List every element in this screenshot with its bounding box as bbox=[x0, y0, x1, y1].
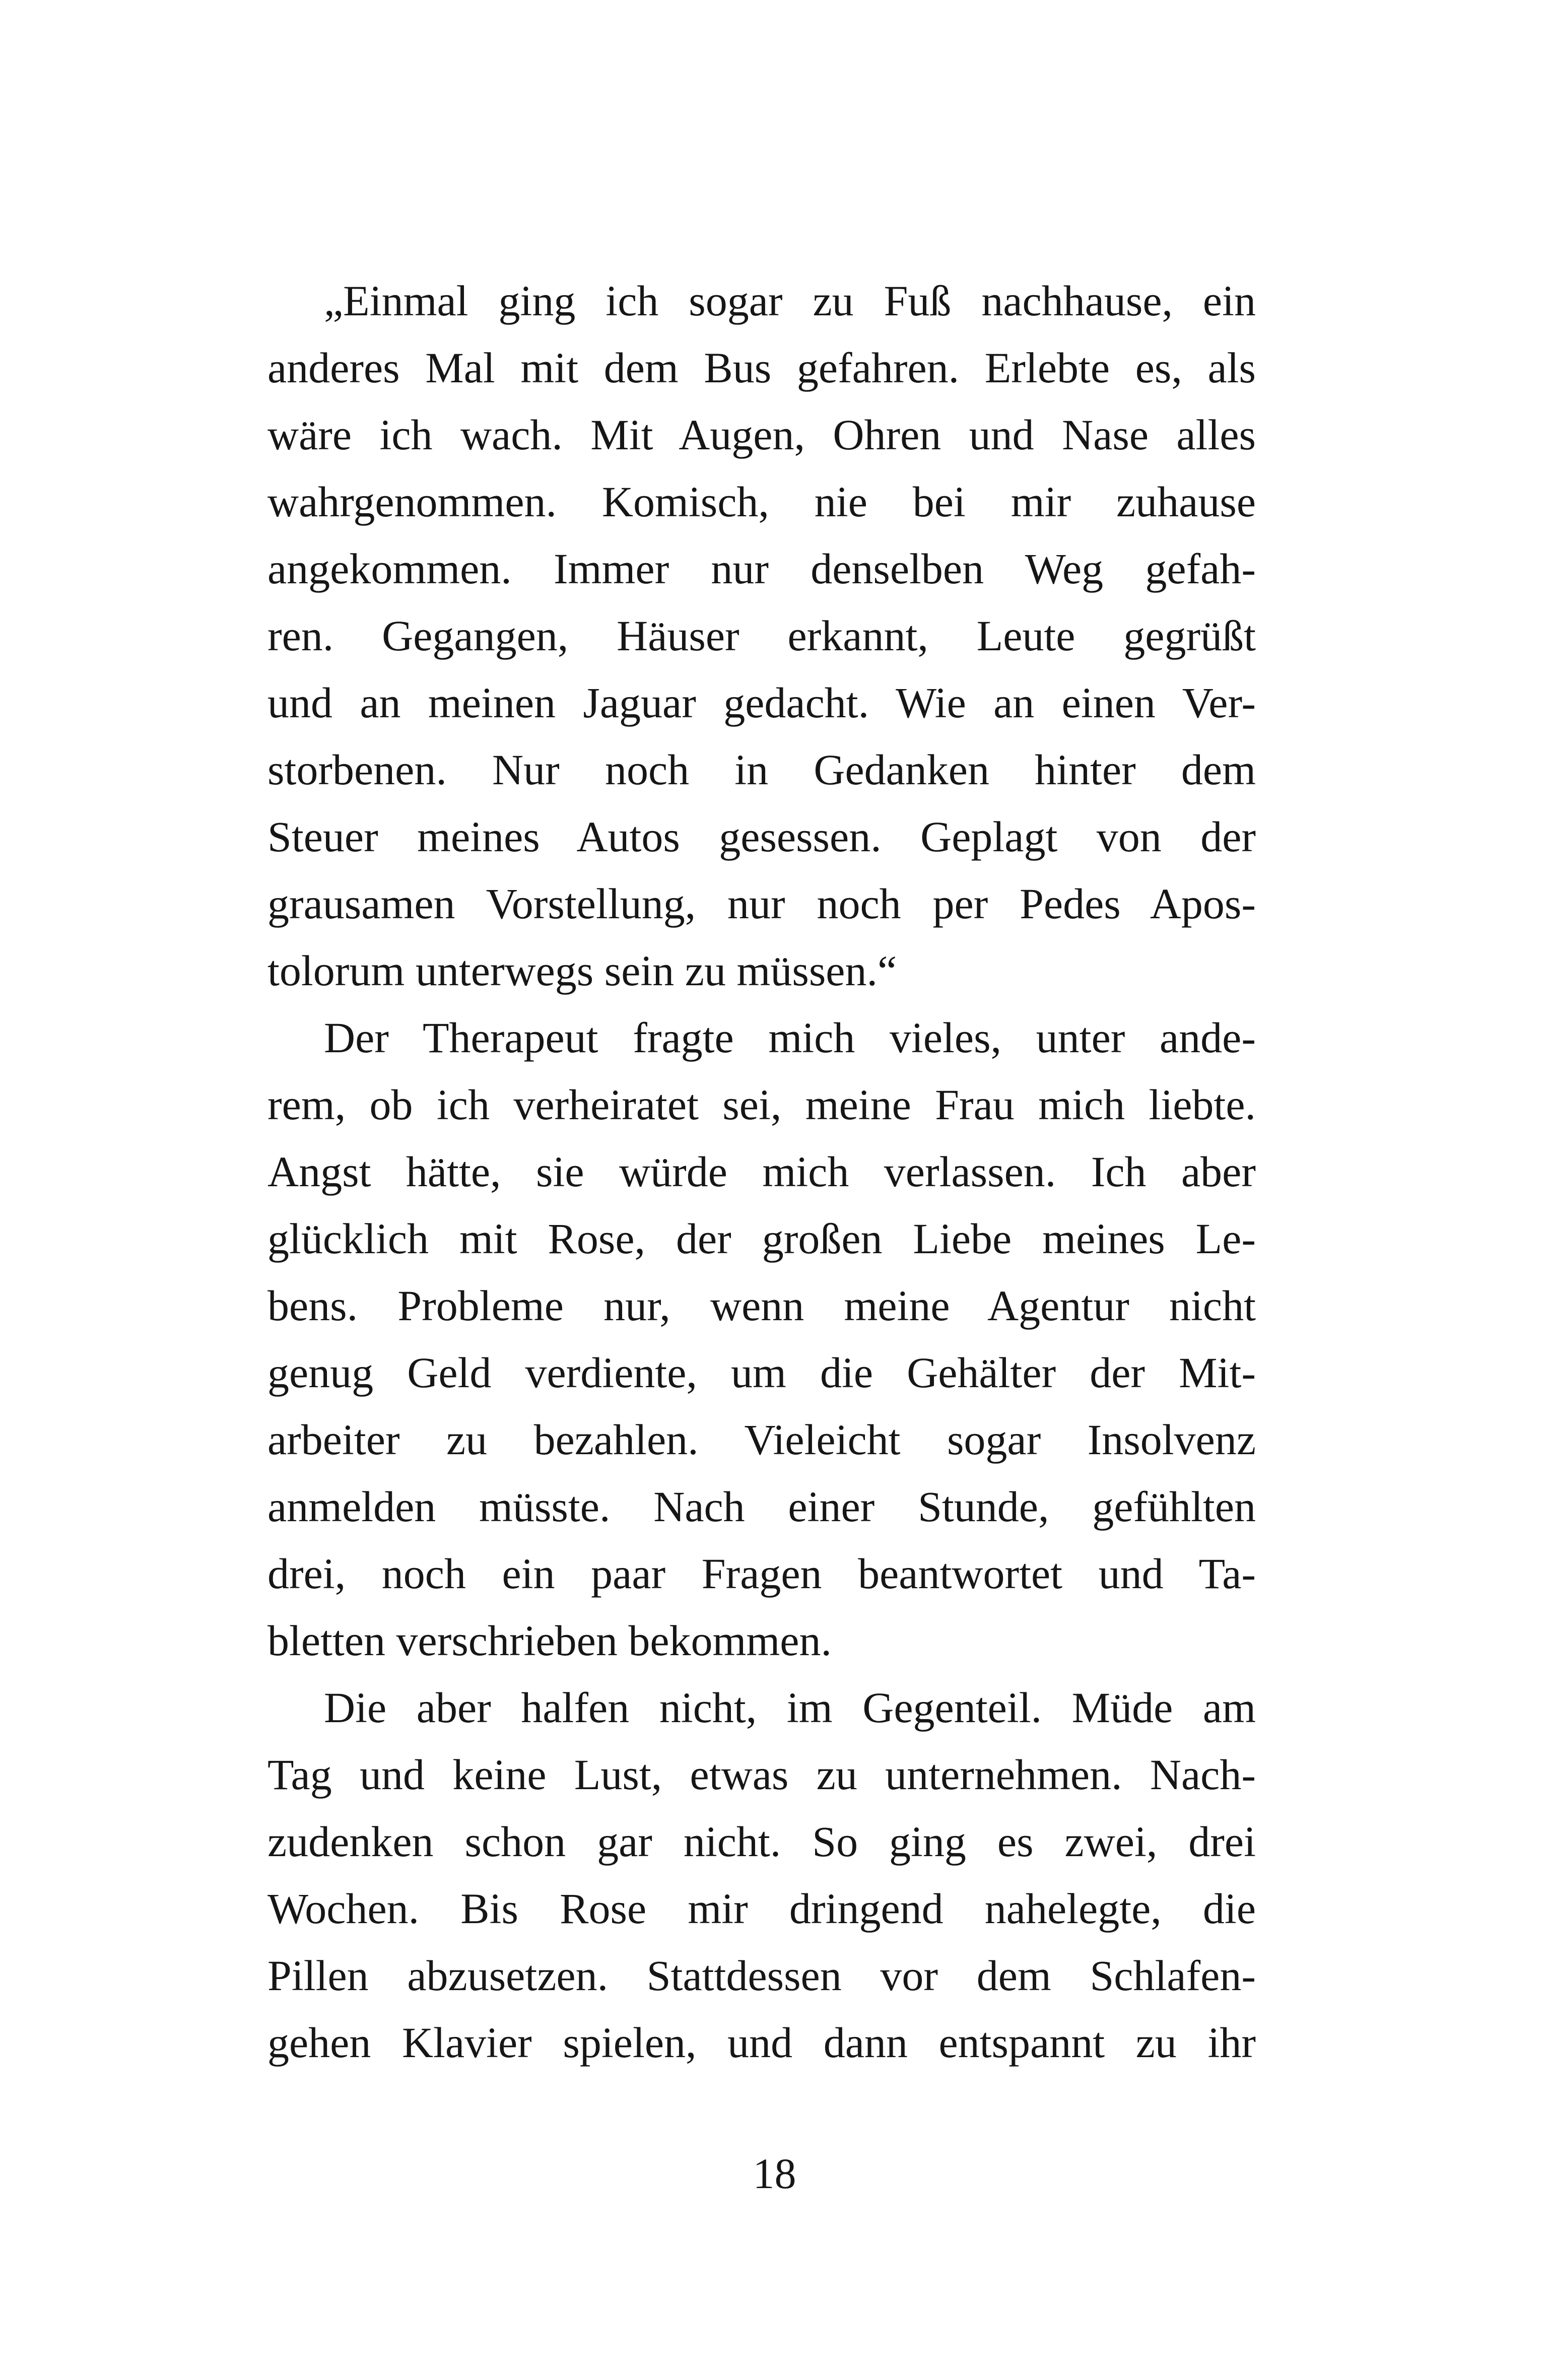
text-line: Steuer meines Autos gesessen. Geplagt von der bbox=[267, 812, 1256, 861]
text-line: arbeiter zu bezahlen. Vieleicht sogar Insolvenz bbox=[267, 1415, 1256, 1464]
text-line: tolorum unterwegs sein zu müssen.“ bbox=[267, 946, 897, 995]
paragraph bbox=[267, 1004, 1256, 1674]
text-line: Tag und keine Lust, etwas zu unternehmen. Nach- bbox=[267, 1750, 1256, 1799]
text-line: und an meinen Jaguar gedacht. Wie an einen Ver- bbox=[267, 678, 1256, 727]
text-line: gehen Klavier spielen, und dann entspannt zu ihr bbox=[267, 2018, 1256, 2067]
text-line: Angst hätte, sie würde mich verlassen. Ich aber bbox=[267, 1147, 1256, 1196]
text-line: wahrgenommen. Komisch, nie bei mir zuhause bbox=[267, 478, 1256, 526]
text-line: wäre ich wach. Mit Augen, Ohren und Nase alles bbox=[267, 411, 1256, 459]
text-line: drei, noch ein paar Fragen beantwortet und Ta- bbox=[267, 1549, 1256, 1598]
text-line: glücklich mit Rose, der großen Liebe meines Le- bbox=[267, 1214, 1256, 1263]
page-number: 18 bbox=[753, 2149, 796, 2198]
paragraph bbox=[267, 1674, 1256, 2076]
text-line: rem, ob ich verheiratet sei, meine Frau mich liebte. bbox=[267, 1080, 1256, 1129]
text-line: bletten verschrieben bekommen. bbox=[267, 1616, 832, 1665]
text-line: „Einmal ging ich sogar zu Fuß nachhause, ein bbox=[324, 277, 1256, 325]
text-line: grausamen Vorstellung, nur noch per Pedes Apos- bbox=[267, 879, 1256, 928]
body-text bbox=[267, 267, 1256, 2076]
text-line: bens. Probleme nur, wenn meine Agentur nicht bbox=[267, 1281, 1256, 1330]
text-line: Der Therapeut fragte mich vieles, unter ande- bbox=[324, 1013, 1256, 1062]
text-line: angekommen. Immer nur denselben Weg gefah- bbox=[267, 545, 1256, 593]
text-line: zudenken schon gar nicht. So ging es zwei, drei bbox=[267, 1817, 1256, 1866]
text-line: ren. Gegangen, Häuser erkannt, Leute gegrüßt bbox=[267, 611, 1256, 660]
text-line: storbenen. Nur noch in Gedanken hinter dem bbox=[267, 745, 1256, 794]
text-line: anmelden müsste. Nach einer Stunde, gefühlten bbox=[267, 1482, 1256, 1531]
text-line: genug Geld verdiente, um die Gehälter der Mit- bbox=[267, 1348, 1256, 1397]
paragraph bbox=[267, 267, 1256, 1004]
text-line: Pillen abzusetzen. Stattdessen vor dem Schlafen- bbox=[267, 1951, 1256, 2000]
text-line: Wochen. Bis Rose mir dringend nahelegte, die bbox=[267, 1884, 1256, 1933]
text-line: Die aber halfen nicht, im Gegenteil. Müde am bbox=[324, 1683, 1256, 1732]
text-line: anderes Mal mit dem Bus gefahren. Erlebte es, als bbox=[267, 344, 1256, 392]
